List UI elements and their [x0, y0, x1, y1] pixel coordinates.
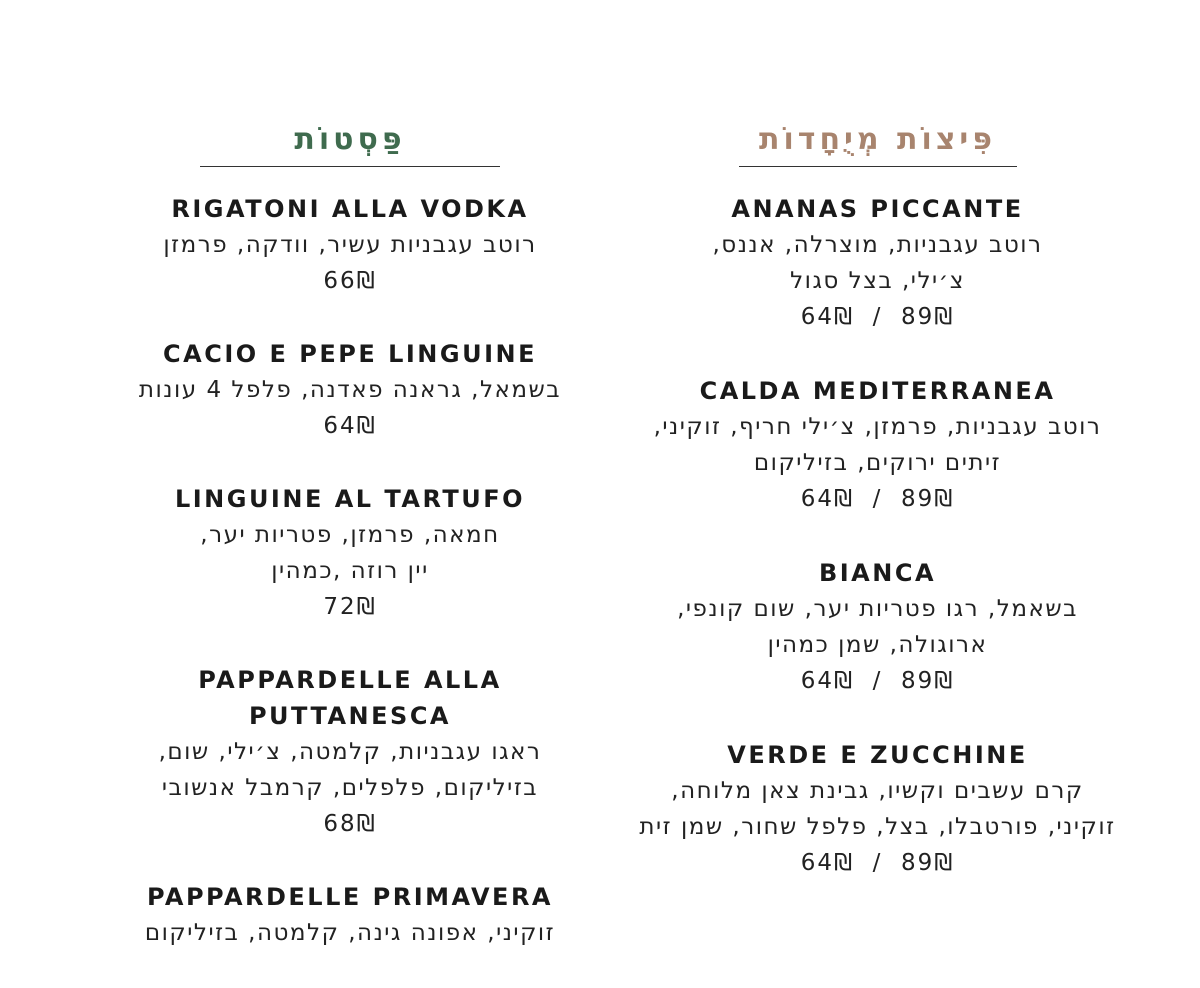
pasta-items: [100, 191, 600, 951]
item-name: VERDE E ZUCCHINE: [727, 741, 1028, 769]
item-price: 64₪: [323, 413, 377, 439]
menu-item: [100, 336, 600, 444]
item-description: ראגו עגבניות, קלמטה, צ׳ילי, שום, בזיליקום, פלפלים, קרמבל אנשובי: [158, 739, 542, 801]
item-description: חמאה, פרמזן, פטריות יער, יין רוזה ,כמהין: [200, 522, 500, 584]
item-price: 64₪ / 89₪: [800, 668, 955, 694]
item-description: רוטב עגבניות עשיר, וודקה, פרמזן: [163, 232, 537, 258]
item-description: רוטב עגבניות, מוצרלה, אננס, צ׳ילי, בצל סגול: [712, 232, 1043, 294]
menu-item: [600, 191, 1155, 335]
item-name: RIGATONI ALLA VODKA: [171, 195, 529, 223]
menu-item: [100, 662, 600, 842]
menu-item: [100, 879, 600, 951]
item-name: BIANCA: [818, 559, 937, 587]
menu-item: [600, 555, 1155, 699]
item-price: 64₪ / 89₪: [800, 850, 955, 876]
item-name: PAPPARDELLE ALLA PUTTANESCA: [198, 666, 502, 730]
item-description: זוקיני, אפונה גינה, קלמטה, בזיליקום: [144, 920, 556, 946]
pizza-items: [600, 191, 1155, 881]
item-description: קרם עשבים וקשיו, גבינת צאן מלוחה, זוקיני, פורטבלו, בצל, פלפל שחור, שמן זית: [639, 778, 1116, 840]
pizza-section: [600, 118, 1155, 919]
item-price: 64₪ / 89₪: [800, 486, 955, 512]
menu-item: [100, 191, 600, 299]
section-title-pizza: פִּיצוֹת מְיֻחָדוֹת: [739, 118, 1017, 167]
menu-item: [600, 737, 1155, 881]
item-description: בשמאל, גראנה פאדנה, פלפל 4 עונות: [138, 377, 562, 403]
item-name: PAPPARDELLE PRIMAVERA: [147, 883, 553, 911]
item-price: 64₪ / 89₪: [800, 304, 955, 330]
item-name: ANANAS PICCANTE: [731, 195, 1024, 223]
item-price: 68₪: [323, 811, 377, 837]
menu-item: [600, 373, 1155, 517]
item-name: LINGUINE AL TARTUFO: [174, 485, 526, 513]
section-title-pasta: פַּסְטוֹת: [200, 118, 500, 167]
item-description: רוטב עגבניות, פרמזן, צ׳ילי חריף, זוקיני, זיתים ירוקים, בזיליקום: [653, 414, 1102, 476]
item-name: CACIO E PEPE LINGUINE: [163, 340, 537, 368]
pasta-section: [100, 118, 600, 988]
item-price: 72₪: [323, 594, 377, 620]
item-name: CALDA MEDITERRANEA: [699, 377, 1056, 405]
item-description: בשאמל, רגו פטריות יער, שום קונפי, ארוגולה, שמן כמהין: [677, 596, 1078, 658]
menu-item: [100, 481, 600, 625]
item-price: 66₪: [323, 268, 377, 294]
